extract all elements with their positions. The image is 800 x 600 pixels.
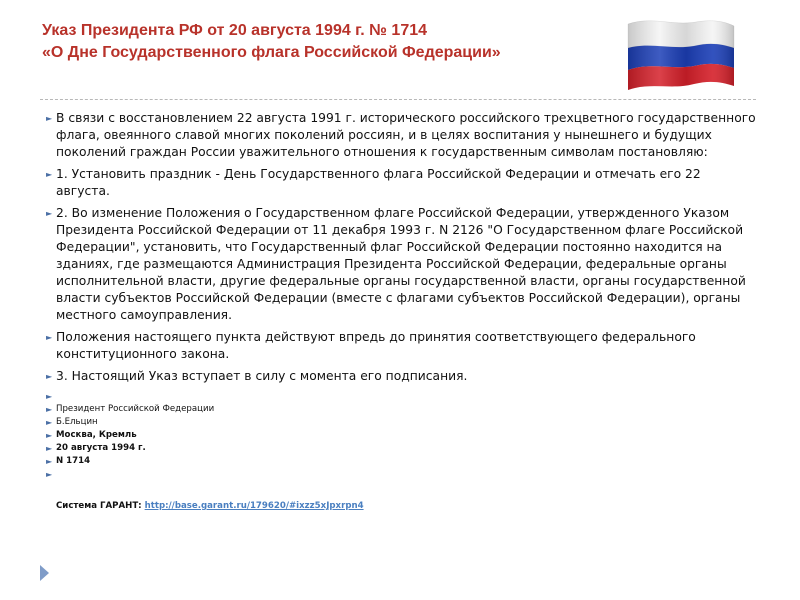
- signature-number: ► N 1714: [46, 456, 91, 466]
- bullet-icon: ►: [46, 418, 53, 427]
- header-divider: [40, 99, 756, 100]
- empty-bullet: [46, 468, 758, 481]
- signature-position: ► Президент Российской Федерации: [46, 404, 215, 414]
- bullet-icon: ►: [46, 392, 53, 401]
- bullet-icon: ►: [46, 405, 53, 414]
- title-line-1: Указ Президента РФ от 20 августа 1994 г. № 1714: [42, 22, 428, 39]
- bullet-icon: ►: [46, 333, 53, 342]
- empty-bullet: [46, 390, 758, 403]
- bullet-icon: ►: [46, 431, 53, 440]
- source-label: Система ГАРАНТ:: [56, 501, 142, 511]
- signature-place: ► Москва, Кремль: [46, 430, 137, 440]
- bullet-icon: ►: [46, 209, 53, 218]
- bullet-icon: ►: [46, 470, 53, 479]
- paragraph-3: ► 3. Настоящий Указ вступает в силу с момента его подписания.: [46, 369, 468, 383]
- bullet-icon: ►: [46, 170, 53, 179]
- decree-body: [46, 110, 758, 481]
- signature-date: ► 20 августа 1994 г.: [46, 443, 146, 453]
- title-line-2: «О Дне Государственного флага Российской Федерации»: [42, 44, 501, 61]
- paragraph-2: ► 2. Во изменение Положения о Государственном флаге Российской Федерации, утвержденного Указом Президента Российской Федерации от 11 декабря 1993 г. N 2126 "О Государственном флаге Российской Федерации", установить, что Государственный флаг Российской Федерации постоянно находится на зданиях, где размещаются Администрация Президента Российской Федерации, федеральные органы исполнительной власти, другие федеральные органы государственной власти, органы государственной власти субъектов Российской Федерации (вместе с флагами субъектов Российской Федерации), органы местного самоуправления.: [46, 206, 746, 322]
- bullet-icon: ►: [46, 444, 53, 453]
- source-link[interactable]: http://base.garant.ru/179620/#ixzz5xJpxrpn4: [144, 501, 364, 511]
- paragraph-1: ► 1. Установить праздник - День Государственного флага Российской Федерации и отмечать его 22 августа.: [46, 167, 701, 198]
- bullet-icon: ►: [46, 372, 53, 381]
- bullet-icon: ►: [46, 457, 53, 466]
- russian-flag-icon: [622, 16, 740, 92]
- document-title: [42, 20, 602, 64]
- signature-name: ► Б.Ельцин: [46, 417, 98, 427]
- bullet-icon: ►: [46, 114, 53, 123]
- paragraph-preamble: ► В связи с восстановлением 22 августа 1991 г. исторического российского трехцветного государственного флага, овеянного славой многих поколений россиян, и в целях воспитания у нынешнего и будущих поколений граждан России уважительного отношения к государственным символам постановляю:: [46, 111, 756, 159]
- source-line: [56, 501, 364, 511]
- paragraph-2-note: ► Положения настоящего пункта действуют впредь до принятия соответствующего федерального конституционного закона.: [46, 330, 696, 361]
- slide-nav-arrow-icon[interactable]: [40, 565, 49, 581]
